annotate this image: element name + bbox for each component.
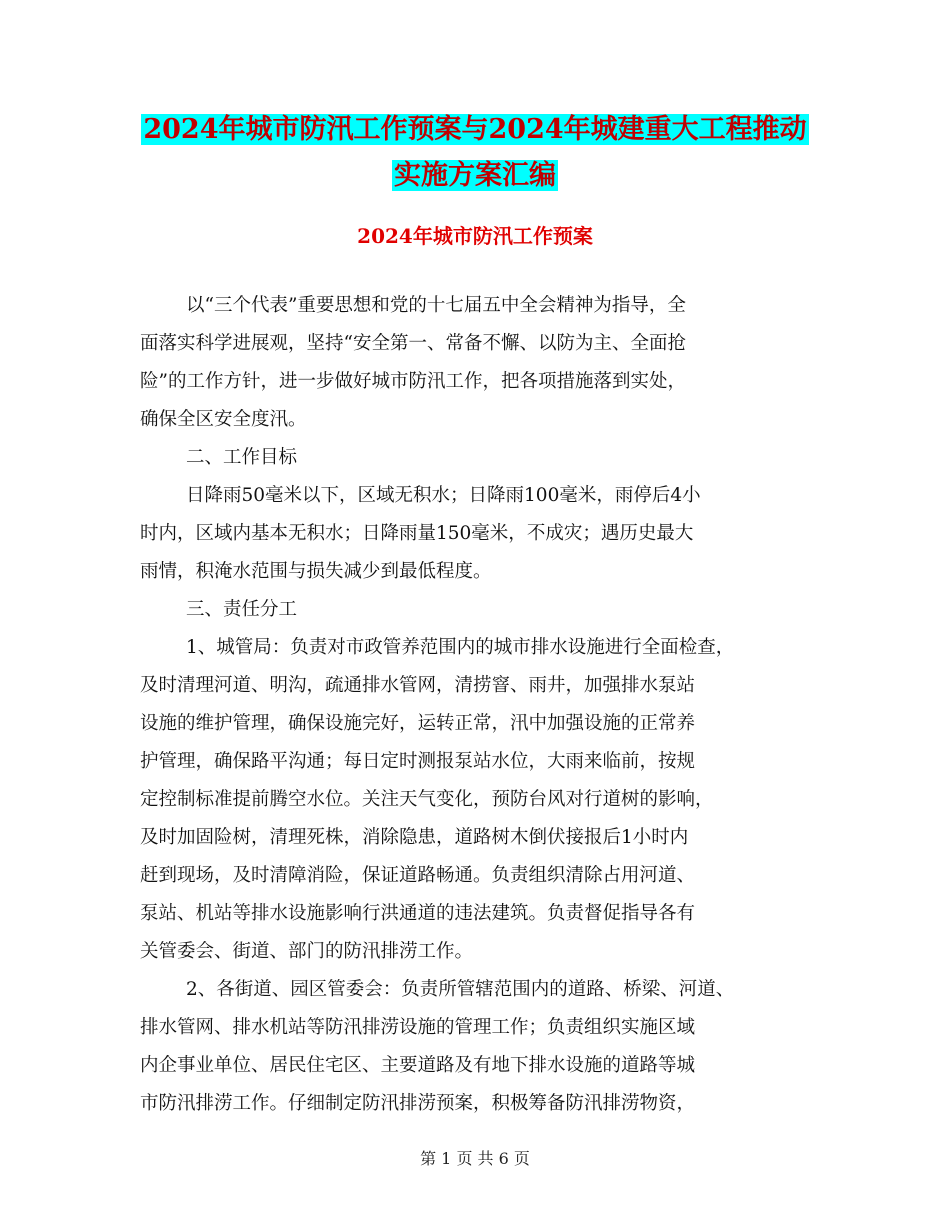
document-title-line-1-text: 2024年城市防汛工作预案与2024年城建重大工程推动 (143, 114, 807, 145)
section-title: 2024年城市防汛工作预案 (357, 224, 593, 248)
body-line: 及时加固险树，清理死株，消除隐患，道路树木倒伏接报后1小时内 (140, 827, 689, 848)
body-line: 护管理，确保路平沟通；每日定时测报泵站水位，大雨来临前，按规 (140, 751, 696, 772)
body-line: 关管委会、街道、部门的防汛排涝工作。 (140, 941, 474, 962)
body-heading: 三、责任分工 (186, 599, 298, 620)
body-line: 定控制标准提前腾空水位。关注天气变化，预防台风对行道树的影响， (140, 789, 714, 810)
body-line: 确保全区安全度汛。 (140, 409, 307, 430)
document-title-line-1 (0, 108, 950, 152)
body-line: 及时清理河道、明沟，疏通排水管网，清捞窨、雨井，加强排水泵站 (140, 675, 696, 696)
body-line: 赶到现场，及时清障消险，保证道路畅通。负责组织清除占用河道、 (140, 865, 696, 886)
body-line: 1、城管局：负责对市政管养范围内的城市排水设施进行全面检查， (186, 637, 735, 658)
body-line: 时内，区域内基本无积水；日降雨量150毫米，不成灾；遇历史最大 (140, 523, 694, 544)
body-line: 排水管网、排水机站等防汛排涝设施的管理工作；负责组织实施区域 (140, 1017, 696, 1038)
body-line: 市防汛排涝工作。仔细制定防汛排涝预案，积极筹备防汛排涝物资， (140, 1093, 696, 1114)
body-line: 设施的维护管理，确保设施完好，运转正常，汛中加强设施的正常养 (140, 713, 696, 734)
body-line: 以“三个代表”重要思想和党的十七届五中全会精神为指导，全 (186, 295, 686, 316)
body-line: 险”的工作方针，进一步做好城市防汛工作，把各项措施落到实处， (140, 371, 686, 392)
body-heading: 二、工作目标 (186, 447, 298, 468)
body-line: 泵站、机站等排水设施影响行洪通道的违法建筑。负责督促指导各有 (140, 903, 696, 924)
body-line: 面落实科学进展观，坚持“安全第一、常备不懈、以防为主、全面抢 (140, 333, 686, 354)
page-footer: 第 1 页 共 6 页 (420, 1149, 530, 1168)
document-title-line-2-text: 实施方案汇编 (394, 160, 556, 191)
body-line: 2、各街道、园区管委会：负责所管辖范围内的道路、桥梁、河道、 (186, 979, 735, 1000)
body-line: 日降雨50毫米以下，区域无积水；日降雨100毫米，雨停后4小 (186, 485, 701, 506)
document-title-line-2 (0, 154, 950, 198)
body-line: 雨情，积淹水范围与损失减少到最低程度。 (140, 561, 492, 582)
body-line: 内企事业单位、居民住宅区、主要道路及有地下排水设施的道路等城 (140, 1055, 696, 1076)
